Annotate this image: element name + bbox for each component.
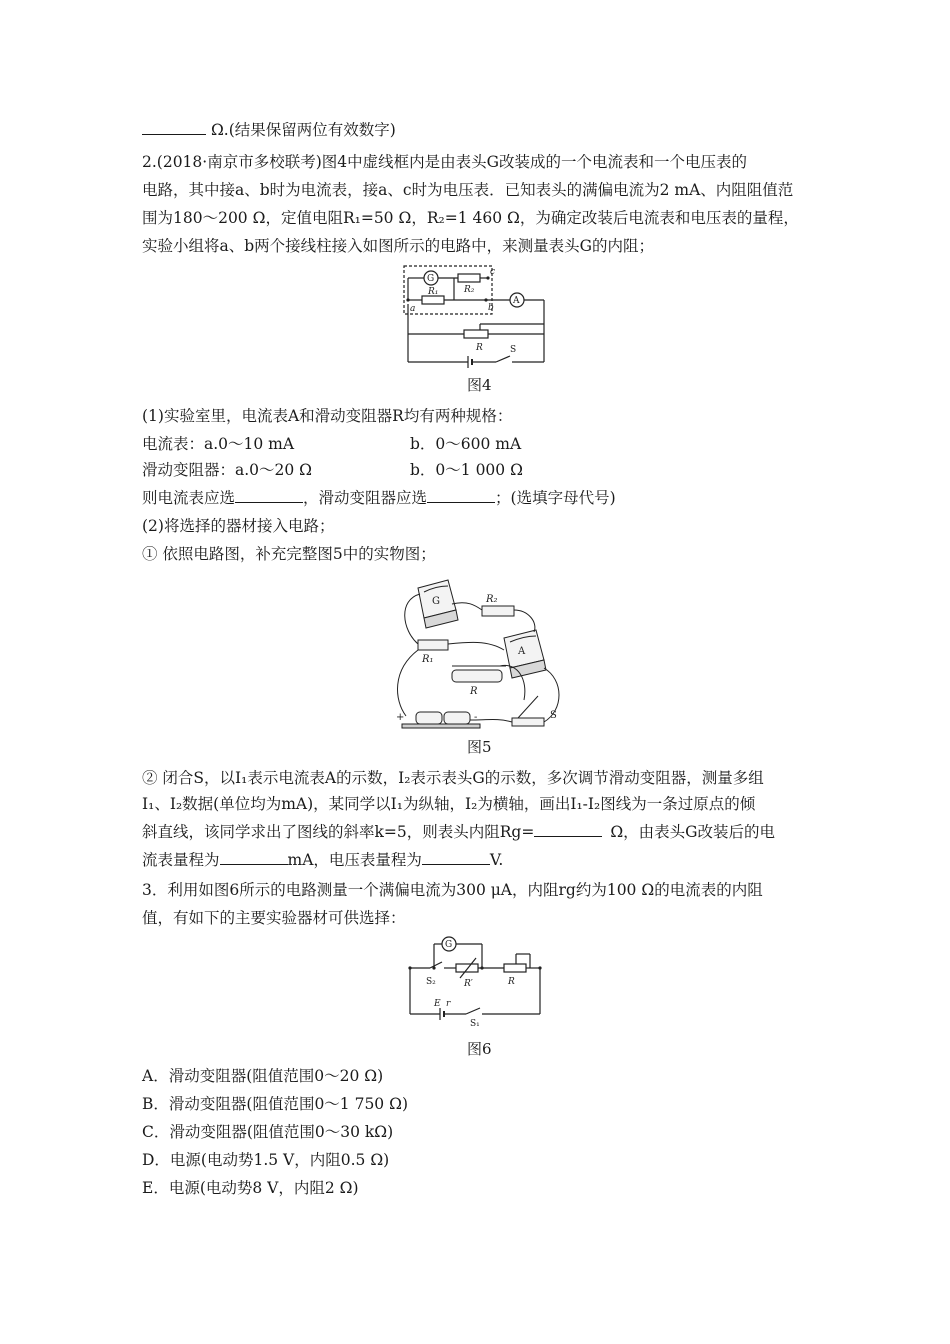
fig5-label-r2: R₂	[486, 594, 498, 605]
fig4-label-a: a	[410, 304, 416, 314]
figure-5-caption: 图5	[467, 738, 492, 756]
text-l15c: V.	[489, 851, 504, 869]
figure-4-caption: 图4	[467, 376, 492, 394]
part-2-step-2-line-4	[142, 850, 503, 870]
rheostat-option-b: b．0～1 000 Ω	[410, 461, 523, 479]
fig4-label-s: S	[510, 345, 517, 355]
choice-line	[142, 488, 616, 508]
fig4-label-a-meter: A	[513, 296, 520, 306]
question-2-line-2: 电路，其中接a、b时为电流表，接a、c时为电压表．已知表头的满偏电流为2 mA、内阻阻值范	[142, 181, 794, 199]
part-2-intro: (2)将选择的器材接入电路；	[142, 517, 335, 535]
fig4-label-r2: R₂	[464, 285, 475, 295]
option-e: E．电源(电动势8 V，内阻2 Ω)	[142, 1179, 359, 1197]
figure-4-circuit	[398, 262, 554, 370]
fig5-label-g: G	[432, 596, 440, 607]
fig4-label-c: c	[490, 267, 496, 277]
ammeter-option-a: 电流表：a.0～10 mA	[142, 435, 295, 453]
battery-cell-2	[444, 712, 470, 724]
switch-device	[512, 718, 544, 726]
option-c: C．滑动变阻器(阻值范围0～30 kΩ)	[142, 1123, 394, 1141]
text-l01: Ω.(结果保留两位有效数字)	[210, 121, 396, 139]
fig6-label-s1: S₁	[470, 1019, 480, 1026]
question-2-line-3: 围为180～200 Ω，定值电阻R₁=50 Ω，R₂=1 460 Ω，为确定改装后电流表和电压表的量程，	[142, 209, 799, 227]
r1-resistor	[422, 296, 444, 304]
option-d: D．电源(电动势1.5 V，内阻0.5 Ω)	[142, 1151, 390, 1169]
question-3-line-1: 3．利用如图6所示的电路测量一个满偏电流为300 μA，内阻rg约为100 Ω的电流表的内阻	[142, 881, 763, 899]
part-1-intro: (1)实验室里，电流表A和滑动变阻器R均有两种规格：	[142, 407, 513, 425]
fig6-label-s2: S₂	[426, 977, 436, 987]
answer-line-1	[142, 120, 396, 140]
text-l09c: ；(选填字母代号)	[495, 489, 616, 507]
question-2-line-4: 实验小组将a、b两个接线柱接入如图所示的电路中，来测量表头G的内阻；	[142, 237, 655, 255]
fig4-label-b: b	[488, 303, 494, 313]
ammeter-options	[142, 434, 802, 454]
fig6-label-r: R	[508, 977, 515, 987]
text-l15a: 流表量程为	[142, 851, 220, 869]
fig5-label-r: R	[470, 686, 478, 697]
rheostat-device	[452, 670, 502, 682]
answer-blank[interactable]	[142, 120, 206, 135]
fig5-label-minus: -	[474, 712, 478, 723]
text-l09b: ，滑动变阻器应选	[303, 489, 428, 507]
text-l09a: 则电流表应选	[142, 489, 236, 507]
figure-6-caption: 图6	[467, 1040, 492, 1058]
rprime-resistor	[456, 964, 478, 972]
part-2-step-2-line-3	[142, 822, 775, 842]
question-2-line-1: 2.(2018·南京市多校联考)图4中虚线框内是由表头G改装成的一个电流表和一个电压表的	[142, 153, 748, 171]
figure-6-circuit	[404, 934, 548, 1026]
text-l14b: Ω，由表头G改装后的电	[610, 823, 776, 841]
fig4-label-g: G	[427, 274, 435, 284]
text-l14a: 斜直线，该同学求出了图线的斜率k=5，则表头内阻Rg=	[142, 823, 535, 841]
battery-cell-1	[416, 712, 442, 724]
part-2-step-1: ① 依照电路图，补充完整图5中的实物图；	[142, 545, 436, 563]
ammeter-range-blank[interactable]	[220, 850, 288, 865]
rg-answer-blank[interactable]	[534, 822, 602, 837]
fig5-label-a: A	[518, 646, 526, 657]
fig4-label-r1: R₁	[428, 287, 439, 297]
part-2-step-2-line-1: ② 闭合S，以I₁表示电流表A的示数，I₂表示表头G的示数，多次调节滑动变阻器，测量多组	[142, 769, 764, 787]
fig6-label-g: G	[445, 940, 453, 950]
r2-device	[482, 606, 514, 616]
fig6-label-r-internal: r	[446, 999, 451, 1009]
rheostat-choice-blank[interactable]	[427, 488, 495, 503]
fig6-rheostat	[504, 964, 526, 972]
fig6-label-e: E	[434, 999, 441, 1009]
option-a: A．滑动变阻器(阻值范围0～20 Ω)	[142, 1067, 384, 1085]
rheostat-r	[464, 330, 488, 338]
ammeter-choice-blank[interactable]	[235, 488, 303, 503]
rheostat-option-a: 滑动变阻器：a.0～20 Ω	[142, 461, 313, 479]
fig5-label-s: S	[550, 710, 557, 721]
option-b: B．滑动变阻器(阻值范围0～1 750 Ω)	[142, 1095, 408, 1113]
rheostat-options	[142, 460, 802, 480]
fig5-label-plus: +	[396, 712, 405, 723]
r2-resistor	[458, 274, 480, 282]
fig5-label-r1: R₁	[422, 654, 434, 665]
question-3-line-2: 值，有如下的主要实验器材可供选择：	[142, 909, 406, 927]
ammeter-option-b: b．0～600 mA	[410, 435, 522, 453]
text-l15b: mA，电压表量程为	[287, 851, 422, 869]
fig6-label-rprime: R′	[464, 979, 473, 989]
voltmeter-range-blank[interactable]	[422, 850, 490, 865]
part-2-step-2-line-2: I₁、I₂数据(单位均为mA)，某同学以I₁为纵轴，I₂为横轴，画出I₁-I₂图线为一条过原点的倾	[142, 795, 756, 813]
dashed-box	[404, 266, 492, 314]
figure-5-apparatus	[388, 570, 574, 730]
r1-device	[418, 640, 448, 650]
fig4-label-r: R	[476, 343, 483, 353]
